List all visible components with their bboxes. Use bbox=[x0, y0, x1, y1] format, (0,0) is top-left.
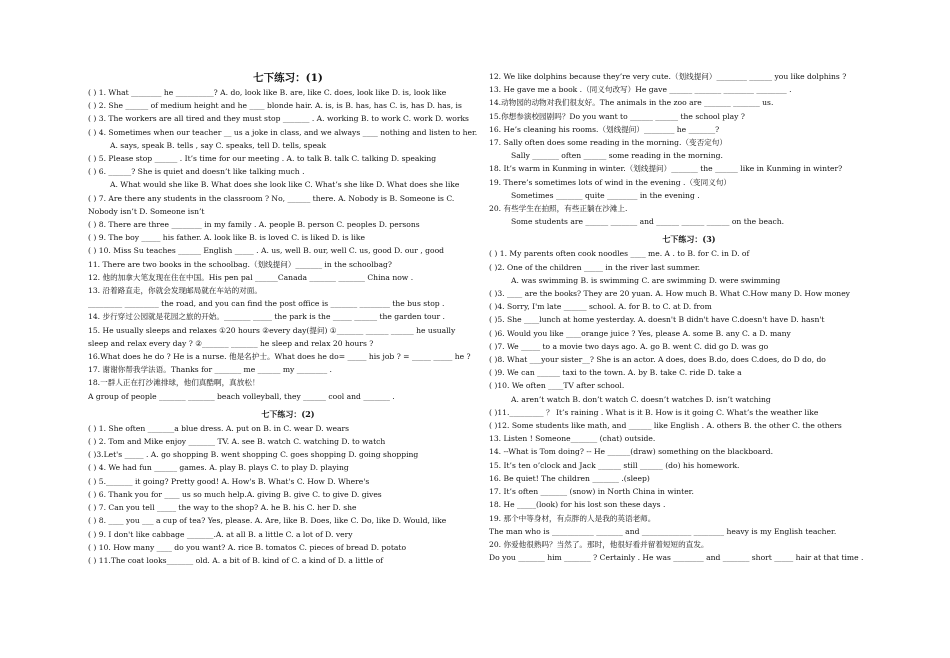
question-line: ( ) 9. The boy _____ his father. A. look like B. is loved C. is liked D. is like bbox=[88, 233, 365, 243]
question-line: 11. There are two books in the schoolbag.（划线提问）_______ in the schoolbag? bbox=[88, 259, 392, 269]
section-title: 七下练习：(2) bbox=[261, 408, 315, 419]
question-line: 18. He _____(look) for his lost son these days . bbox=[489, 500, 666, 510]
question-line: ( ) 7. Can you tell _____ the way to the shop? A. he B. his C. her D. she bbox=[88, 503, 357, 513]
question-line: ( )2. One of the children _____ in the river last summer. bbox=[489, 262, 701, 272]
question-line: ( ) 4. Sometimes when our teacher __ us a joke in class, and we always ____ nothing and listen to her. bbox=[88, 127, 478, 137]
question-line: 20. 有些学生在拍照，有些正躺在沙滩上. bbox=[489, 204, 628, 214]
question-line: 17. It’s often _______ (snow) in North China in winter. bbox=[489, 487, 694, 497]
question-line: 15. It’s ten o’clock and Jack ______ still ______ (do) his homework. bbox=[489, 460, 740, 470]
question-line: ( ) 6. ______? She is quiet and doesn’t like talking much . bbox=[88, 167, 305, 177]
question-line: ( ) 8. ____ you ___ a cup of tea? Yes, please. A. Are, like B. Does, like C. Do, like D. Would, like bbox=[88, 516, 447, 526]
question-line: ( ) 2. Tom and Mike enjoy _______ TV. A. see B. watch C. watching D. to watch bbox=[88, 437, 386, 447]
question-line: ( )11._________ ？ It’s raining . What is it B. How is it going C. What’s the weather like bbox=[489, 407, 819, 417]
question-line: 12. We like dolphins because they’re very cute.（划线提问）________ ______ you like dolphins ? bbox=[489, 72, 847, 81]
answer-options: Some students are ______ _______ and ______ ______ ______ on the beach. bbox=[511, 217, 785, 227]
question-line: Do you _______ him _______ ? Certainly . He was ________ and _______ short _____ hair at that time . bbox=[489, 553, 864, 563]
question-line: A group of people _______ _______ beach volleyball, they ______ cool and _______ . bbox=[88, 391, 395, 401]
question-line: ( ) 2. She ______ of medium height and he ____ blonde hair. A. is, is B. has, has C. is, has D. has, is bbox=[88, 101, 462, 111]
question-line: ( ) 10. Miss Su teaches ______ English _____ . A. us, well B. our, well C. us, good D. our , good bbox=[88, 246, 445, 256]
question-line: 20. 你爱他很熟吗？当然了。那时，他很好看并留着短短的直发。 bbox=[489, 539, 709, 549]
question-line: 14. --What is Tom doing? -- He ______(draw) something on the blackboard. bbox=[489, 447, 774, 457]
answer-options: A. was swimming B. is swimming C. are swimming D. were swimming bbox=[511, 275, 781, 285]
question-line: _________ _________ the road, and you can find the post office is _______ ________ the bus stop . bbox=[88, 299, 445, 309]
question-line: sleep and relax every day ? ②_______ _______ he sleep and relax 20 hours ? bbox=[88, 338, 374, 348]
question-line: 14.动物园的动物对我们很友好。The animals in the zoo are _______ _______ us. bbox=[489, 98, 774, 108]
answer-options: Sometimes _______ quite ________ in the evening . bbox=[511, 190, 700, 200]
question-line: 13. Listen ! Someone_______ (chat) outside. bbox=[489, 434, 656, 444]
answer-options: A. says, speak B. tells , say C. speaks, tell D. tells, speak bbox=[110, 140, 327, 150]
question-line: 16. He’s cleaning his rooms.（划线提问）________ he _______? bbox=[489, 124, 720, 134]
question-line: ( )8. What ___your sister__? She is an actor. A does, does B.do, does C.does, do D do, do bbox=[489, 355, 826, 365]
question-line: 19. 那个中等身材，有点胖的人是我的英语老师。 bbox=[489, 513, 656, 523]
question-line: ( )7. We _____ to a movie two days ago. A. go B. went C. did go D. was go bbox=[489, 341, 769, 351]
question-line: ( )10. We often ____TV after school. bbox=[489, 381, 625, 391]
question-line: ( ) 6. Thank you for ____ us so much help.A. giving B. give C. to give D. gives bbox=[88, 489, 382, 499]
question-line: 15. He usually sleeps and relaxes ①20 hours ②every day(提问) ①_______ ______ ______ he usually bbox=[88, 325, 456, 335]
question-line: 19. There’s sometimes lots of wind in the evening .（变同义句） bbox=[489, 177, 732, 187]
question-line: Nobody isn’t D. Someone isn’t bbox=[88, 206, 205, 216]
question-line: ( ) 8. There are three ________ in my family . A. people B. person C. peoples D. persons bbox=[88, 220, 420, 230]
question-line: ( ) 11.The coat looks_______ old. A. a bit of B. kind of C. a kind of D. a little of bbox=[88, 555, 384, 565]
question-line: ( ) 4. We had fun ______ games. A. play B. plays C. to play D. playing bbox=[88, 463, 349, 473]
question-line: ( ) 3. The workers are all tired and they must stop _______ . A. working B. to work C. work D. works bbox=[88, 114, 469, 124]
question-line: The man who is ___________ _______ and _____________ ________ heavy is my English teacher. bbox=[489, 526, 837, 536]
question-line: 13. He gave me a book .（同义句改写）He gave ______ _______ ________ ________ . bbox=[489, 85, 792, 95]
left-column bbox=[88, 70, 488, 567]
question-line: 13. 沿着路直走，你就会发现邮局就在车站的对面。 bbox=[88, 286, 262, 296]
question-line: 15.你想参演校园剧吗？Do you want to ______ ______ the school play ? bbox=[489, 111, 745, 121]
question-line: ( ) 7. Are there any students in the classroom ? No, ______ there. A. Nobody is B. Someone is C. bbox=[88, 193, 455, 203]
question-line: ( ) 5._______ it going? Pretty good! A. How's B. What's C. How D. Where's bbox=[88, 476, 370, 486]
question-line: ( ) 1. She often _______a blue dress. A. put on B. in C. wear D. wears bbox=[88, 423, 350, 433]
answer-options: A. aren’t watch B. don’t watch C. doesn’t watches D. isn’t watching bbox=[511, 394, 771, 404]
question-line: ( ) 10. How many ____ do you want? A. rice B. tomatos C. pieces of bread D. potato bbox=[88, 542, 407, 552]
question-line: ( )3. ____ are the books? They are 20 yuan. A. How much B. What C.How many D. How money bbox=[489, 289, 850, 299]
question-line: 17. 谢谢你帮我学法语。Thanks for _______ me ______ my ________ . bbox=[88, 365, 332, 375]
question-line: ( )3.Let's _____ . A. go shopping B. went shopping C. goes shopping D. going shopping bbox=[88, 450, 419, 460]
question-line: 18. It’s warm in Kunming in winter.（划线提问）_______ the ______ like in Kunming in winter? bbox=[489, 164, 843, 174]
question-line: ( )12. Some students like math, and ______ like English . A. others B. the other C. the others bbox=[489, 421, 842, 431]
question-line: ( ) 1. What ________ he __________? A. do, look like B. are, like C. does, look like D. is, look like bbox=[88, 88, 447, 97]
question-line: 16. Be quiet! The children _______ .(sleep) bbox=[489, 473, 650, 483]
right-column bbox=[489, 70, 889, 564]
answer-options: Sally _______ often ______ some reading in the morning. bbox=[511, 151, 723, 161]
question-line: 16.What does he do ? He is a nurse. 他是名护士。What does he do= _____ his job ? = _____ _____ he ? bbox=[88, 352, 471, 362]
answer-options: A. What would she like B. What does she look like C. What’s she like D. What does she like bbox=[110, 180, 460, 190]
question-line: ( )4. Sorry, I'm late ______ school. A. for B. to C. at D. from bbox=[489, 302, 712, 312]
question-line: ( )9. We can ______ taxi to the town. A. by B. take C. ride D. take a bbox=[489, 368, 742, 378]
section-title: 七下练习：(3) bbox=[662, 234, 716, 245]
question-line: ( ) 5. Please stop ______ . It’s time for our meeting . A. to talk B. talk C. talking D. speaking bbox=[88, 154, 437, 164]
question-line: ( )5. She ____lunch at home yesterday. A. doesn't B didn't have C.doesn't have D. hasn't bbox=[489, 315, 825, 325]
question-line: 17. Sally often does some reading in the morning.（变否定句） bbox=[489, 138, 727, 148]
question-line: ( ) 9. I don't like cabbage _______.A. at all B. a little C. a lot of D. very bbox=[88, 529, 353, 539]
question-line: 18.一群人正在打沙滩排球，他们真酷啊，真放松！ bbox=[88, 378, 260, 388]
question-line: ( )6. Would you like ____orange juice ? Yes, please A. some B. any C. a D. many bbox=[489, 328, 791, 338]
question-line: ( ) 1. My parents often cook noodles ____ me. A . to B. for C. in D. of bbox=[489, 249, 750, 259]
section-title: 七下练习：(1) bbox=[253, 72, 323, 84]
question-line: 14. 步行穿过公园就是花园之旅的开始。_______ _____ the park is the _____ ______ the garden tour . bbox=[88, 312, 445, 322]
question-line: 12. 他的加拿大笔友现在住在中国。His pen pal ______Canada _______ _______ China now . bbox=[88, 272, 414, 282]
